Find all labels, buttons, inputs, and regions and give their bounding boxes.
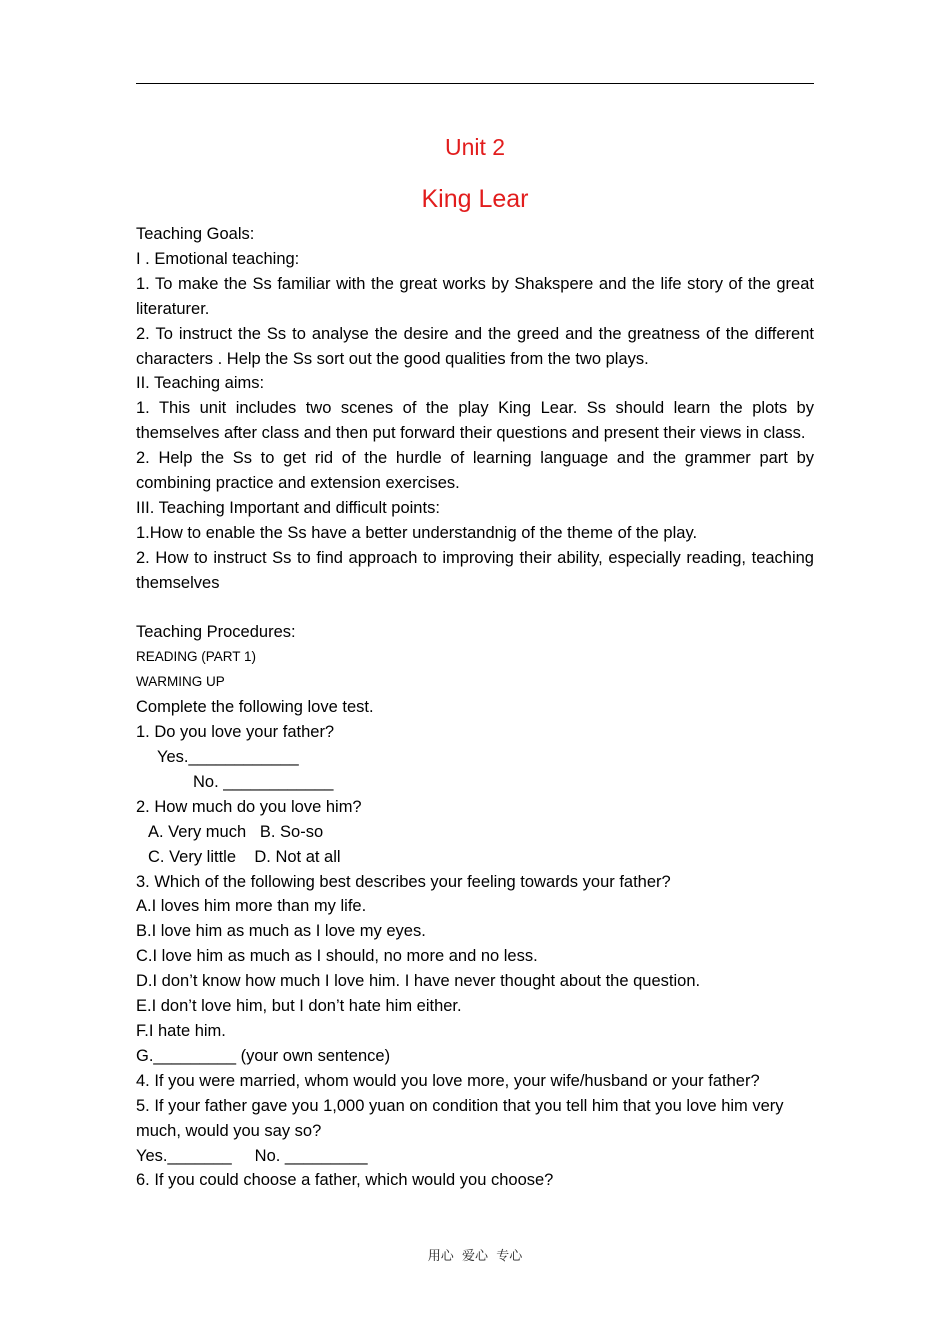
answer-option: B.I love him as much as I love my eyes. — [136, 922, 426, 941]
answer-option: A.I loves him more than my life. — [136, 897, 367, 916]
answer-option: Yes._______ No. _________ — [136, 1146, 368, 1165]
section-heading: II. Teaching aims: — [136, 374, 265, 393]
blank-line — [136, 596, 814, 621]
section-heading: III. Teaching Important and difficult points: — [136, 498, 440, 517]
paragraph: 1. This unit includes two scenes of the play King Lear. Ss should learn the plots by themselves after class and then put forward their questions and present their views in class. — [136, 399, 814, 443]
answer-option: F.I hate him. — [136, 1021, 226, 1040]
section-heading: Teaching Procedures: — [136, 623, 296, 642]
instruction: Complete the following love test. — [136, 698, 374, 717]
question: 2. How much do you love him? — [136, 797, 362, 816]
answer-option: Yes.____________ — [157, 748, 299, 767]
answer-option: D.I don’t know how much I love him. I have never thought about the question. — [136, 972, 701, 991]
question: 6. If you could choose a father, which would you choose? — [136, 1171, 554, 1190]
page-footer: 用心 爱心 专心 — [427, 1249, 523, 1264]
question: 3. Which of the following best describes your feeling towards your father? — [136, 872, 671, 891]
unit-title: Unit 2 — [444, 134, 506, 160]
answer-option: No. ____________ — [193, 772, 334, 791]
section-heading: I . Emotional teaching: — [136, 249, 300, 268]
play-title: King Lear — [421, 185, 529, 213]
subsection-label: READING (PART 1) — [136, 649, 257, 665]
answer-option: E.I don’t love him, but I don’t hate him either. — [136, 997, 462, 1016]
answer-option: C. Very little D. Not at all — [148, 847, 341, 866]
answer-option: A. Very much B. So-so — [148, 822, 324, 841]
paragraph: 2. Help the Ss to get rid of the hurdle of learning language and the grammer part by combining practice and extension exercises. — [136, 449, 814, 493]
paragraph: 2. To instruct the Ss to analyse the desire and the greed and the greatness of the different characters . Help the Ss sort out the good qualities from the two plays. — [136, 324, 814, 368]
header-rule — [136, 83, 814, 84]
answer-option: G._________ (your own sentence) — [136, 1046, 391, 1065]
question: 4. If you were married, whom would you love more, your wife/husband or your father? — [136, 1071, 760, 1090]
question: 5. If your father gave you 1,000 yuan on condition that you tell him that you love him very much, would you say so? — [136, 1096, 784, 1140]
paragraph: 1.How to enable the Ss have a better understandnig of the theme of the play. — [136, 523, 698, 542]
paragraph: 2. How to instruct Ss to find approach to improving their ability, especially reading, teaching themselves — [136, 548, 814, 592]
document-body — [136, 222, 814, 1193]
subsection-label: WARMING UP — [136, 674, 225, 690]
question: 1. Do you love your father? — [136, 723, 335, 742]
section-heading: Teaching Goals: — [136, 225, 255, 243]
paragraph: 1. To make the Ss familiar with the great works by Shakspere and the life story of the great literaturer. — [136, 274, 814, 318]
answer-option: C.I love him as much as I should, no more and no less. — [136, 947, 538, 966]
